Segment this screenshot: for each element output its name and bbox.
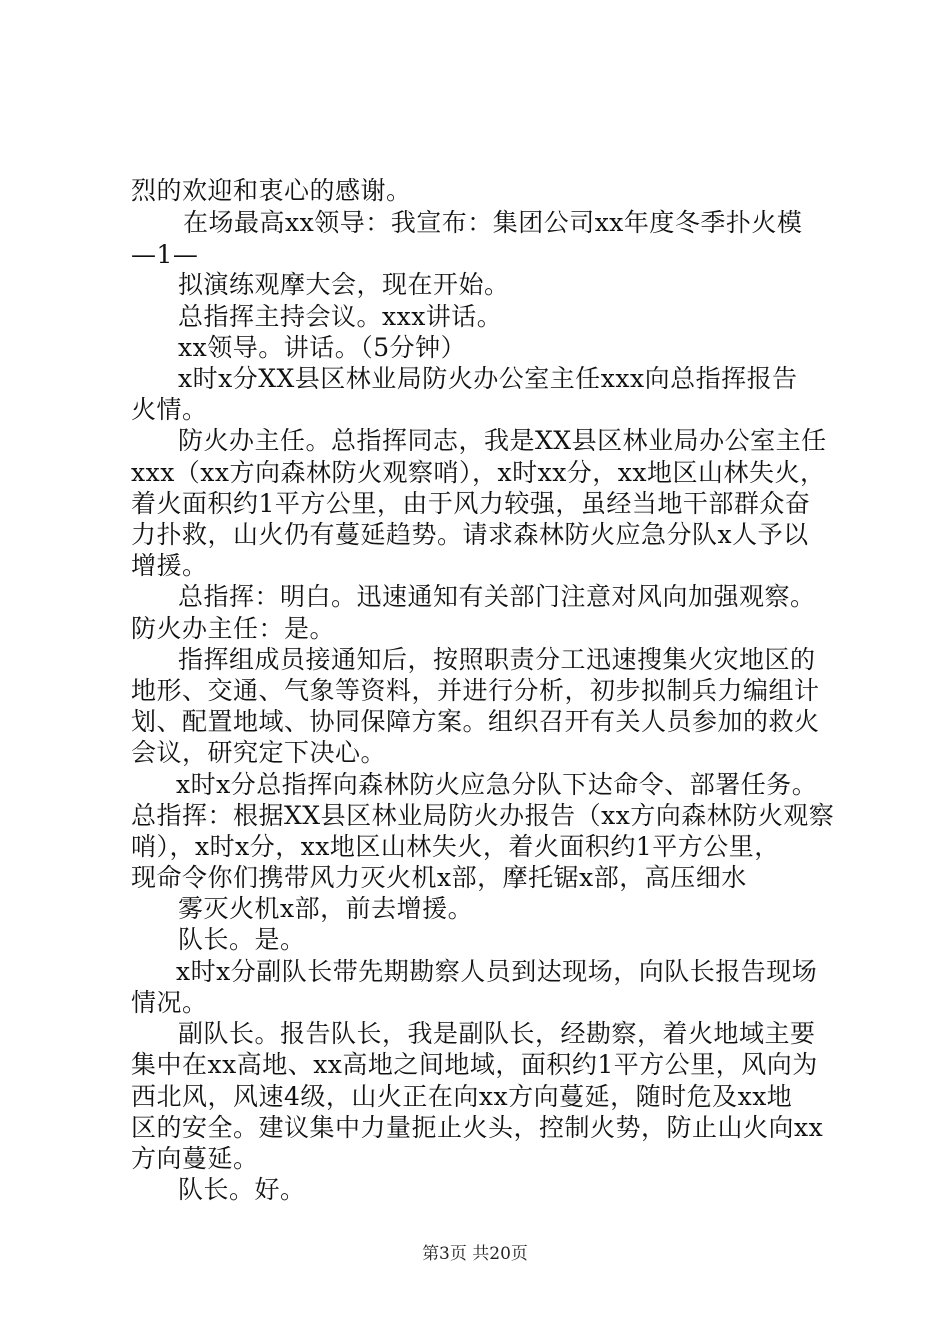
text-line: 情况。: [131, 988, 208, 1017]
text-line: 副队长。报告队长，我是副队长，经勘察，着火地域主要: [178, 1019, 816, 1048]
text-line: 队长。好。: [178, 1175, 306, 1204]
text-line: 拟演练观摩大会，现在开始。: [178, 270, 510, 299]
text-line: x时x分XX县区林业局防火办公室主任xxx向总指挥报告: [178, 364, 798, 393]
text-line: 现命令你们携带风力灭火机x部，摩托锯x部，高压细水: [131, 863, 747, 892]
text-line: 指挥组成员接通知后，按照职责分工迅速搜集火灾地区的: [178, 645, 816, 674]
text-line: 火情。: [131, 395, 208, 424]
text-line: 总指挥：根据XX县区林业局防火办报告（xx方向森林防火观察: [131, 801, 835, 830]
text-line: xx领导。讲话。（5分钟）: [178, 333, 467, 362]
text-line: 防火办主任：是。: [131, 614, 336, 643]
text-line: x时x分副队长带先期勘察人员到达现场，向队长报告现场: [176, 957, 818, 986]
text-line: 力扑救，山火仍有蔓延趋势。请求森林防火应急分队x人予以: [131, 520, 809, 549]
text-line: 增援。: [131, 551, 208, 580]
text-line: 总指挥：明白。迅速通知有关部门注意对风向加强观察。: [178, 582, 816, 611]
text-line: 方向蔓延。: [131, 1144, 259, 1173]
page-footer: 第3页 共20页: [422, 1244, 528, 1264]
text-line: 防火办主任。总指挥同志，我是XX县区林业局办公室主任: [178, 426, 827, 455]
text-line: 烈的欢迎和衷心的感谢。: [131, 176, 412, 205]
text-line: 地形、交通、气象等资料，并进行分析，初步拟制兵力编组计: [131, 676, 820, 705]
text-line: 雾灭火机x部，前去增援。: [178, 894, 474, 923]
text-line: 集中在xx高地、xx高地之间地域，面积约1平方公里，风向为: [131, 1050, 818, 1079]
text-line: 划、配置地域、协同保障方案。组织召开有关人员参加的救火: [131, 707, 820, 736]
text-line: 总指挥主持会议。xxx讲话。: [178, 302, 503, 331]
text-line: xxx（xx方向森林防火观察哨），x时xx分，xx地区山林失火，: [131, 458, 826, 487]
text-line: 哨），x时x分，xx地区山林失火，着火面积约1平方公里，: [131, 832, 780, 861]
text-line: 着火面积约1平方公里，由于风力较强，虽经当地干部群众奋: [131, 489, 811, 518]
text-line: 西北风，风速4级，山火正在向xx方向蔓延，随时危及xx地: [131, 1082, 793, 1111]
text-line: 区的安全。建议集中力量扼止火头，控制火势，防止山火向xx: [131, 1113, 824, 1142]
text-line: x时x分总指挥向森林防火应急分队下达命令、部署任务。: [176, 770, 818, 799]
text-line: 队长。是。: [178, 925, 306, 954]
text-line: 在场最高xx领导：我宣布：集团公司xx年度冬季扑火模: [183, 208, 803, 237]
text-line: 会议，研究定下决心。: [131, 738, 387, 767]
page-marker: —1—: [131, 240, 199, 269]
